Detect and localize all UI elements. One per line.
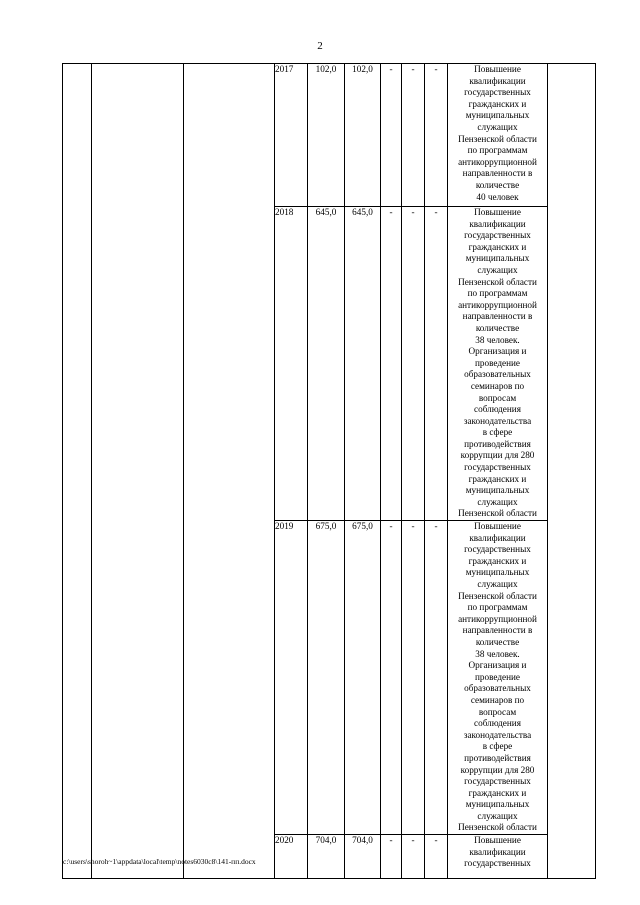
total-cell: 645,0 (308, 207, 345, 521)
empty-cell-name (92, 64, 184, 879)
dash-cell: - (381, 207, 402, 521)
empty-cell-last (548, 64, 596, 879)
dash-cell: - (425, 64, 448, 207)
dash-cell: - (425, 207, 448, 521)
file-path-footer: c:\users\shoroh~1\appdata\local\temp\notes6030c8\141-пп.docx (63, 857, 256, 866)
result-description (448, 835, 548, 879)
dash-cell: - (402, 64, 425, 207)
year-cell: 2017 (275, 64, 308, 207)
result-text: Повышение квалификации государственных (464, 835, 531, 869)
empty-cell-executor (184, 64, 275, 879)
table-row (63, 64, 596, 207)
total-cell: 704,0 (308, 835, 345, 879)
dash-cell: - (402, 835, 425, 879)
year-cell: 2019 (275, 521, 308, 835)
result-description (448, 64, 548, 207)
result-text: Повышение квалификации государственных гражданских и муниципальных служащих Пензенской области по программам антикоррупционной направленности в количестве 38 человек. Организация и проведение образовательных семинаров по вопросам соблюдения законодательства в сфере противодействия коррупции для 280 государственных гражданских и муниципальных служащих Пензенской области (458, 521, 537, 833)
year-cell: 2018 (275, 207, 308, 521)
empty-cell-number (63, 64, 92, 879)
program-table (62, 63, 596, 879)
dash-cell: - (381, 521, 402, 835)
result-text: Повышение квалификации государственных гражданских и муниципальных служащих Пензенской области по программам антикоррупционной направленности в количестве 38 человек. Организация и проведение образовательных семинаров по вопросам соблюдения законодательства в сфере противодействия коррупции для 280 государственных гражданских и муниципальных служащих Пензенской области (458, 207, 537, 519)
regional-budget-cell: 675,0 (345, 521, 381, 835)
regional-budget-cell: 704,0 (345, 835, 381, 879)
page-number: 2 (317, 40, 323, 52)
dash-cell: - (381, 835, 402, 879)
dash-cell: - (402, 521, 425, 835)
regional-budget-cell: 645,0 (345, 207, 381, 521)
result-description (448, 521, 548, 835)
result-description (448, 207, 548, 521)
year-cell: 2020 (275, 835, 308, 879)
dash-cell: - (381, 64, 402, 207)
regional-budget-cell: 102,0 (345, 64, 381, 207)
total-cell: 102,0 (308, 64, 345, 207)
dash-cell: - (425, 835, 448, 879)
dash-cell: - (425, 521, 448, 835)
dash-cell: - (402, 207, 425, 521)
result-text: Повышение квалификации государственных гражданских и муниципальных служащих Пензенской области по программам антикоррупционной направленности в количестве 40 человек (458, 64, 537, 202)
total-cell: 675,0 (308, 521, 345, 835)
